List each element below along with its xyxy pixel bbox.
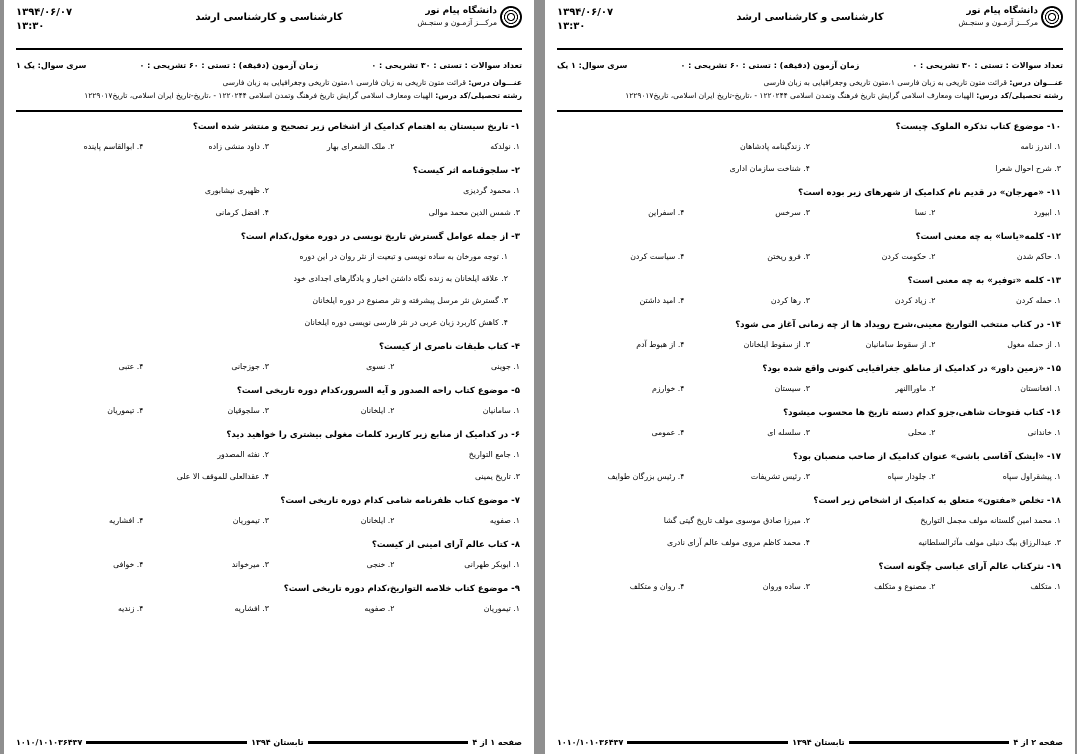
answer-option: ۲. نسا: [914, 208, 936, 217]
answer-options: [559, 510, 1061, 554]
answer-options: [18, 356, 520, 378]
answer-option: ۴. شناخت سازمان اداری: [729, 164, 810, 173]
question: [559, 228, 1061, 268]
answer-option: ۱. افغانستان: [1020, 384, 1061, 393]
question: [559, 492, 1061, 554]
answer-option: ۱. متکلف: [1030, 582, 1061, 591]
answer-option: ۳. شمس الدین محمد موالی: [428, 208, 520, 217]
answer-options: [559, 136, 1061, 180]
exam-duration: زمان آزمون (دقیقه) : تستی : ۶۰ تشریحی : ۰: [680, 60, 860, 70]
answer-options: [18, 510, 520, 532]
exam-time: ۱۳:۳۰: [16, 21, 45, 32]
answer-option: ۳. رئیس تشریفات: [750, 472, 810, 481]
answer-option: ۴. ابوالقاسم پاینده: [83, 142, 144, 151]
page-header: [16, 0, 522, 50]
page-footer: [16, 736, 522, 748]
answer-options: [18, 246, 520, 334]
answer-option: ۲. ماوراالنهر: [895, 384, 936, 393]
question: [18, 492, 520, 532]
series-label: سری سوال: یک ۱: [16, 60, 87, 70]
answer-option: ۲. نفثه المصدور: [217, 450, 269, 459]
exam-datetime: [557, 6, 613, 34]
answer-option: ۳. سیستان: [774, 384, 810, 393]
question: [18, 338, 520, 378]
answer-option: ۲. ظهیری نیشابوری: [204, 186, 269, 195]
answer-option: ۴. از هبوط آدم: [636, 340, 685, 349]
answer-option: ۳. از سقوط ایلخانان: [743, 340, 810, 349]
answer-option: ۱. جامع التواریخ: [468, 450, 520, 459]
answer-option: ۴. عتبی: [118, 362, 144, 371]
answer-option: ۱. توجه مورخان به ساده نویسی و تبعیت از نثر روان در این دوره: [299, 252, 508, 261]
question: [18, 536, 520, 576]
answer-option: ۱. ابیورد: [1033, 208, 1061, 217]
answer-option: ۳. فرو ریختن: [767, 252, 810, 261]
answer-option: ۱. نولدکه: [490, 142, 520, 151]
question: [559, 118, 1061, 180]
answer-option: ۳. ساده وروان: [762, 582, 810, 591]
answer-option: ۴. زندیه: [117, 604, 144, 613]
question: [559, 184, 1061, 224]
question: [559, 404, 1061, 444]
exam-duration: زمان آزمون (دقیقه) : تستی : ۶۰ تشریحی : ۰: [139, 60, 319, 70]
answer-option: ۲. ایلخانان: [360, 516, 395, 525]
question: [18, 162, 520, 224]
answer-option: ۲. زندگینامه پادشاهان: [740, 142, 810, 151]
answer-option: ۴. خوافی: [113, 560, 144, 569]
exam-term: تابستان ۱۳۹۴: [792, 737, 845, 747]
answer-option: ۴. اسفراین: [648, 208, 685, 217]
answer-options: [18, 136, 520, 158]
question: [18, 382, 520, 422]
question-title: ۸- کتاب عالم آرای امینی از کیست؟: [371, 540, 520, 550]
answer-option: ۳. افشاریه: [234, 604, 269, 613]
answer-options: [559, 290, 1061, 312]
answer-option: ۱. حاکم شدن: [1016, 252, 1061, 261]
answer-option: ۲. از سقوط سامانیان: [865, 340, 936, 349]
question: [559, 448, 1061, 488]
answer-options: [559, 466, 1061, 488]
university-name: دانشگاه پیام نور: [425, 6, 497, 16]
answer-options: [18, 444, 520, 488]
question-title: ۱۲- کلمه«یاسا» به چه معنی است؟: [915, 232, 1061, 242]
answer-option: ۳. میرخواند: [231, 560, 269, 569]
answer-option: ۱. جوینی: [490, 362, 520, 371]
answer-option: ۲. جلودار سپاه: [887, 472, 936, 481]
answer-option: ۳. تیموریان: [232, 516, 269, 525]
answer-option: ۱. تیموریان: [483, 604, 520, 613]
question: [18, 580, 520, 620]
answer-option: ۱. محمد امین گلستانه مولف مجمل التواریخ: [920, 516, 1061, 525]
question-count: تعداد سوالات : تستی : ۳۰ تشریحی : ۰: [912, 60, 1063, 70]
answer-option: ۳. عبدالرزاق بیگ دنبلی مولف مآثرالسلطانیه: [918, 538, 1061, 547]
answer-option: ۴. رئیس بزرگان طوایف: [607, 472, 685, 481]
answer-options: [18, 598, 520, 620]
exam-level: کارشناسی و کارشناسی ارشد: [736, 12, 884, 23]
field-line: رشته تحصیلی/کد درس: الهیات ومعارف اسلامی گرایش تاریخ فرهنگ وتمدن اسلامی ۱۲۲۰۲۴۴ - ،تاریخ-تاریخ ایران اسلامی، تاریخ۱۲۲۹۰۱۷: [625, 91, 1063, 100]
answer-option: ۲. ایلخانان: [360, 406, 395, 415]
answer-option: ۴. خوارزم: [651, 384, 685, 393]
answer-option: ۴. عمومی: [651, 428, 685, 437]
question-title: ۹- موضوع کتاب خلاصه التواریخ،کدام دوره تاریخی است؟: [283, 584, 520, 594]
answer-option: ۱. اندرز نامه: [1020, 142, 1061, 151]
exam-date: ۱۳۹۴/۰۶/۰۷: [16, 7, 73, 18]
answer-option: ۳. داود منشی زاده: [208, 142, 269, 151]
question: [18, 426, 520, 488]
question: [18, 228, 520, 334]
question: [559, 360, 1061, 400]
exam-info: [16, 54, 522, 112]
course-line: عنـــوان درس: قرائت متون تاریخی به زبان فارسی ۱،متون تاریخی وجغرافیایی به زبان فارسی: [222, 78, 522, 87]
answer-option: ۳. گسترش نثر مرسل پیشرفته و نثر مصنوع در دوره ایلخانان: [312, 296, 508, 305]
answer-option: ۳. تاریخ یمینی: [474, 472, 520, 481]
page-number: صفحه ۲ از ۴: [1013, 737, 1063, 747]
answer-option: ۱. پیشقراول سپاه: [1002, 472, 1061, 481]
answer-options: [559, 576, 1061, 598]
series-label: سری سوال: ۱ یک: [557, 60, 628, 70]
answer-option: ۲. خنجی: [366, 560, 395, 569]
answer-option: ۱. خاندانی: [1027, 428, 1061, 437]
answer-option: ۲. مصنوع و متکلف: [874, 582, 936, 591]
answer-option: ۱. محمود گردیزی: [463, 186, 520, 195]
answer-option: ۴. محمد کاظم مروی مولف عالم آرای نادری: [667, 538, 810, 547]
answer-option: ۴. افضل کرمانی: [215, 208, 269, 217]
question-title: ۶- در کدامیک از منابع زیر کاربرد کلمات مغولی بیشتری را خواهید دید؟: [226, 430, 520, 440]
answer-options: [559, 378, 1061, 400]
exam-page-1: [4, 0, 534, 754]
answer-option: ۳. شرح احوال شعرا: [995, 164, 1061, 173]
center-name: مرکـــز آزمـون و سنجـش: [958, 18, 1038, 27]
answer-option: ۴. سیاست کردن: [630, 252, 685, 261]
answer-option: ۴. کاهش کاربرد زبان عربی در نثر فارسی نویسی دوره ایلخانان: [304, 318, 508, 327]
question-title: ۱۱- «مهرجان» در قدیم نام کدامیک از شهرهای زیر بوده است؟: [798, 188, 1061, 198]
answer-option: ۲. زیاد کردن: [894, 296, 936, 305]
answer-option: ۲. صفویه: [364, 604, 395, 613]
answer-option: ۳. جوزجانی: [231, 362, 269, 371]
center-name: مرکـــز آزمـون و سنجـش: [417, 18, 497, 27]
answer-options: [18, 554, 520, 576]
exam-info: [557, 54, 1063, 112]
question-title: ۱۳- کلمه «توفیر» به چه معنی است؟: [907, 276, 1061, 286]
question-title: ۵- موضوع کتاب راحه الصدور و آیه السرور،کدام دوره تاریخی است؟: [236, 386, 520, 396]
answer-option: ۳. سلسله ای: [767, 428, 810, 437]
question-title: ۳- از جمله عوامل گسترش تاریخ نویسی در دوره مغول،کدام است؟: [240, 232, 520, 242]
exam-term: تابستان ۱۳۹۴: [251, 737, 304, 747]
exam-page-2: [545, 0, 1075, 754]
answer-option: ۲. ملک الشعرای بهار: [326, 142, 395, 151]
answer-option: ۲. میرزا صادق موسوی مولف تاریخ گیتی گشا: [663, 516, 810, 525]
answer-option: ۱. از حمله مغول: [1007, 340, 1061, 349]
exam-level: کارشناسی و کارشناسی ارشد: [195, 12, 343, 23]
answer-option: ۴. امید داشتن: [639, 296, 685, 305]
answer-option: ۱. حمله کردن: [1016, 296, 1061, 305]
answer-option: ۳. رها کردن: [770, 296, 810, 305]
answer-option: ۲. علاقه ایلخانان به زنده نگاه داشتن اخبار و یادگارهای اجدادی خود: [293, 274, 508, 283]
answer-option: ۱. ابوبکر طهرانی: [464, 560, 520, 569]
question-title: ۱۰- موضوع کتاب تذکره الملوک چیست؟: [895, 122, 1061, 132]
course-line: عنـــوان درس: قرائت متون تاریخی به زبان فارسی ۱،متون تاریخی وجغرافیایی به زبان فارسی: [763, 78, 1063, 87]
exam-date: ۱۳۹۴/۰۶/۰۷: [557, 7, 614, 18]
page-footer: [557, 736, 1063, 748]
question: [559, 316, 1061, 356]
exam-time: ۱۳:۳۰: [557, 21, 586, 32]
page-header: [557, 0, 1063, 50]
question-title: ۱۵- «زمین داور» در کدامیک از مناطق جغرافیایی کنونی واقع شده بود؟: [762, 364, 1061, 374]
question-list: [559, 118, 1061, 598]
answer-options: [559, 422, 1061, 444]
question-title: ۱۶- کتاب فتوحات شاهی،جزو کدام دسته تاریخ ها محسوب میشود؟: [783, 408, 1061, 418]
question: [559, 558, 1061, 598]
answer-options: [559, 202, 1061, 224]
exam-datetime: [16, 6, 72, 34]
university-name: دانشگاه پیام نور: [966, 6, 1038, 16]
answer-options: [18, 400, 520, 422]
question: [559, 272, 1061, 312]
field-line: رشته تحصیلی/کد درس: الهیات ومعارف اسلامی گرایش تاریخ فرهنگ وتمدن اسلامی ۱۲۲۰۲۴۴ - ،تاریخ-تاریخ ایران اسلامی، تاریخ۱۲۲۹۰۱۷: [84, 91, 522, 100]
answer-option: ۴. روان و متکلف: [629, 582, 685, 591]
answer-option: ۱. صفویه: [489, 516, 520, 525]
answer-option: ۲. محلی: [908, 428, 936, 437]
answer-option: ۴. افشاریه: [109, 516, 144, 525]
answer-option: ۲. نسوی: [366, 362, 395, 371]
question-list: [18, 118, 520, 620]
question-title: ۱۴- در کتاب منتخب التواریخ معینی،شرح رویداد ها از چه زمانی آغاز می شود؟: [735, 320, 1061, 330]
question-title: ۷- موضوع کتاب ظفرنامه شامی کدام دوره تاریخی است؟: [280, 496, 520, 506]
exam-code: ۱۰۱۰/۱۰۱۰۳۶۴۳۷: [15, 737, 83, 747]
question: [18, 118, 520, 158]
exam-code: ۱۰۱۰/۱۰۱۰۳۶۴۳۷: [556, 737, 624, 747]
question-title: ۱۹- نثرکتاب عالم آرای عباسی چگونه است؟: [878, 562, 1061, 572]
answer-options: [18, 180, 520, 224]
question-title: ۱۸- تخلص «مفتون» متعلق به کدامیک از اشخاص زیر است؟: [813, 496, 1061, 506]
question-title: ۴- کتاب طبقات ناصری از کیست؟: [378, 342, 520, 352]
question-title: ۲- سلجوقنامه اثر کیست؟: [412, 166, 520, 176]
answer-options: [559, 246, 1061, 268]
answer-options: [559, 334, 1061, 356]
question-title: ۱۷- «ایشک آقاسی باشی» عنوان کدامیک از صاحب منصبان بود؟: [792, 452, 1061, 462]
answer-option: ۱. سامانیان: [482, 406, 520, 415]
answer-option: ۳. سرخس: [775, 208, 810, 217]
answer-option: ۴. تیموریان: [107, 406, 144, 415]
page-number: صفحه ۱ از ۴: [472, 737, 522, 747]
answer-option: ۲. حکومت کردن: [881, 252, 936, 261]
answer-option: ۴. عقدالعلی للموقف الا علی: [176, 472, 269, 481]
question-title: ۱- تاریخ سیستان به اهتمام کدامیک از اشخاص زیر تصحیح و منتشر شده است؟: [192, 122, 520, 132]
answer-option: ۳. سلجوقیان: [227, 406, 269, 415]
question-count: تعداد سوالات : تستی : ۳۰ تشریحی : ۰: [371, 60, 522, 70]
